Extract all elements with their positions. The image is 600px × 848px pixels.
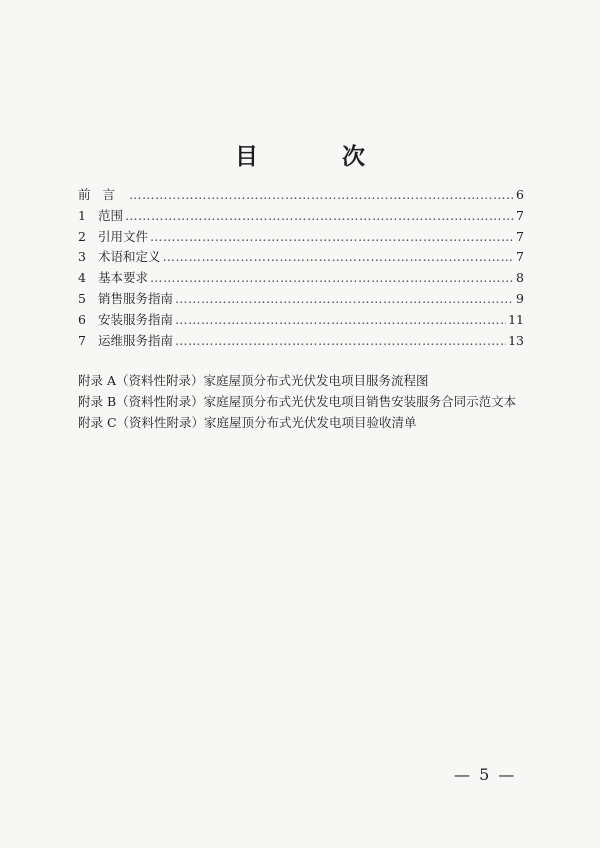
toc-leader-dots — [150, 268, 514, 289]
toc-leader-dots — [175, 331, 506, 352]
toc-entry-title: 引用文件 — [98, 228, 149, 244]
appendix-b[interactable]: 附录 B（资料性附录）家庭屋顶分布式光伏发电项目销售安装服务合同示范文本 — [78, 393, 517, 409]
toc-entry-title: 术语和定义 — [98, 249, 161, 265]
toc-entry-terms[interactable] — [78, 247, 524, 268]
toc-entry-scope[interactable] — [78, 206, 524, 227]
page-title: 目 次 — [234, 143, 403, 170]
toc-entry-maintenance[interactable] — [78, 331, 524, 352]
table-of-contents — [78, 185, 524, 351]
toc-entry-number: 4 — [78, 270, 86, 286]
toc-leader-dots — [125, 206, 514, 227]
toc-entry-number: 1 — [78, 207, 86, 223]
toc-entry-number: 3 — [78, 249, 86, 265]
appendix-a[interactable]: 附录 A（资料性附录）家庭屋顶分布式光伏发电项目服务流程图 — [78, 373, 429, 388]
toc-entry-references[interactable] — [78, 227, 524, 248]
toc-entry-page: 7 — [516, 207, 524, 223]
toc-entry-number: 2 — [78, 228, 86, 244]
toc-entry-foreword[interactable] — [78, 185, 524, 206]
toc-entry-number: 7 — [78, 332, 86, 348]
toc-entry-installation[interactable] — [78, 310, 524, 331]
toc-entry-page: 7 — [516, 249, 524, 265]
toc-leader-dots — [150, 227, 514, 248]
toc-entry-title: 基本要求 — [98, 270, 149, 286]
toc-entry-title: 安装服务指南 — [98, 311, 174, 327]
toc-entry-page: 13 — [508, 332, 524, 348]
toc-entry-number: 5 — [78, 290, 86, 306]
toc-entry-title: 运维服务指南 — [98, 332, 174, 348]
appendix-list — [78, 371, 538, 433]
toc-leader-dots — [163, 247, 515, 268]
toc-entry-requirements[interactable] — [78, 268, 524, 289]
toc-entry-title: 前言 — [78, 187, 128, 202]
toc-entry-sales[interactable] — [78, 289, 524, 310]
toc-entry-page: 7 — [516, 228, 524, 244]
toc-entry-title: 销售服务指南 — [98, 290, 174, 306]
toc-entry-page: 8 — [516, 270, 524, 286]
toc-entry-page: 9 — [516, 290, 524, 306]
toc-entry-page: 11 — [508, 311, 524, 327]
toc-entry-title: 范围 — [98, 207, 124, 223]
toc-leader-dots — [129, 185, 514, 206]
toc-leader-dots — [175, 310, 506, 331]
toc-entry-page: 6 — [516, 187, 524, 202]
toc-entry-number: 6 — [78, 311, 86, 327]
appendix-c[interactable]: 附录 C（资料性附录）家庭屋顶分布式光伏发电项目验收清单 — [78, 414, 417, 430]
page-number: — 5 — — [454, 765, 517, 784]
toc-leader-dots — [175, 289, 514, 310]
